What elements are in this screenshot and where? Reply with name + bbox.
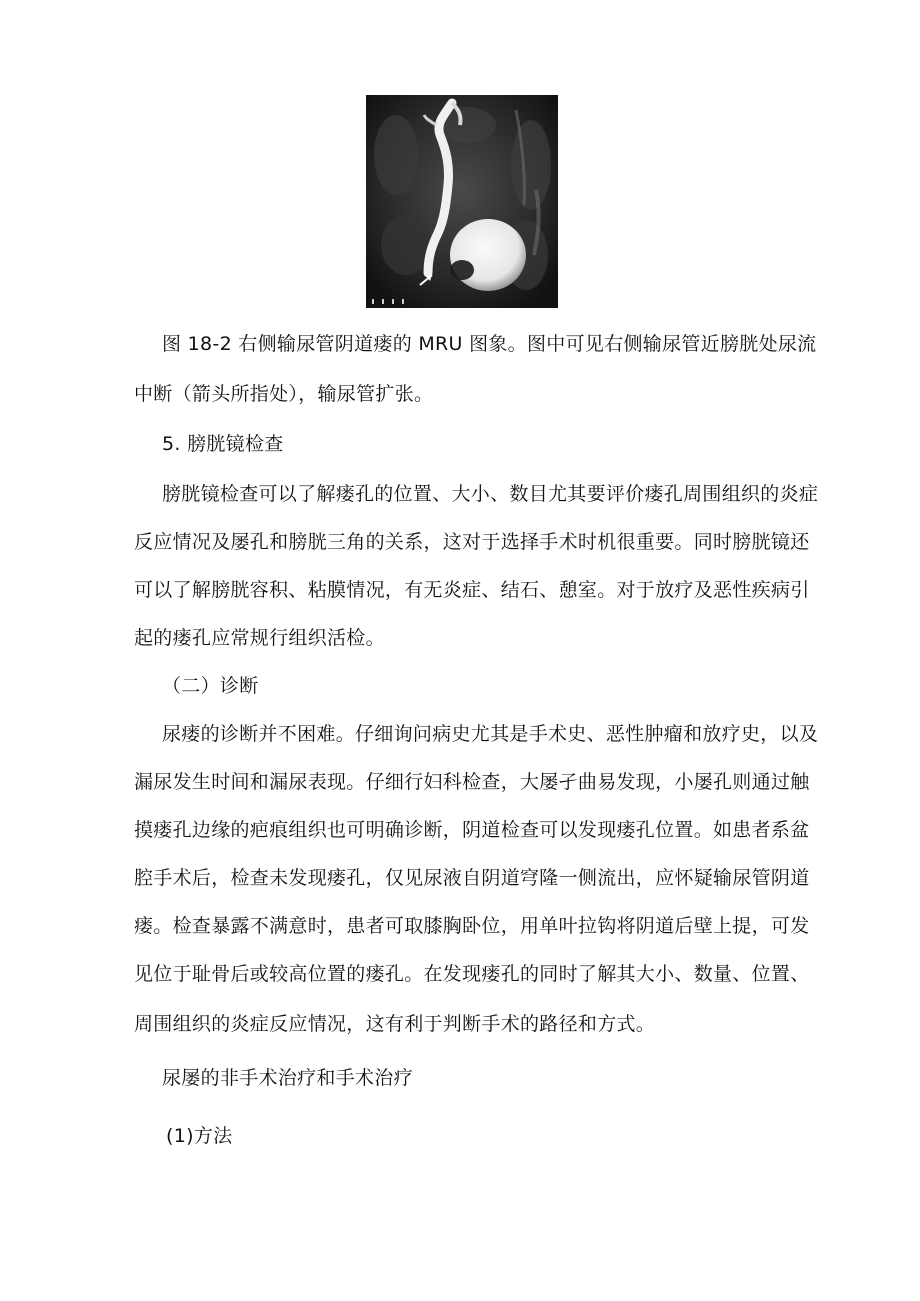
paragraph-line: 可以了解膀胱容积、粘膜情况，有无炎症、结石、憩室。对于放疗及恶性疾病引 [134,579,810,601]
section-heading-treatment: 尿屡的非手术治疗和手术治疗 [162,1067,413,1089]
figure-caption-line-2: 中断（箭头所指处），输尿管扩张。 [134,383,434,405]
figure-caption-line-1: 图 18-2 右侧输尿管阴道瘘的 MRU 图象。图中可见右侧输尿管近膀胱处尿流 [162,333,817,355]
paragraph-line: 尿瘘的诊断并不困难。仔细询问病史尤其是手术史、恶性肿瘤和放疗史，以及 [162,723,819,745]
subsection-heading-method: (1)方法 [166,1125,233,1147]
paragraph-line: 腔手术后，检查未发现瘘孔，仅见尿液自阴道穹隆一侧流出，应怀疑输尿管阴道 [134,867,810,889]
section-heading-cystoscopy: 5. 膀胱镜检查 [162,433,284,455]
mru-image [366,95,558,308]
paragraph-line: 漏尿发生时间和漏尿表现。仔细行妇科检查，大屡孑曲易发现，小屡孔则通过触 [134,771,810,793]
paragraph-line: 膀胱镜检查可以了解瘘孔的位置、大小、数目尤其要评价瘘孔周围组织的炎症 [162,483,819,505]
paragraph-line: 摸瘘孔边缘的疤痕组织也可明确诊断，阴道检查可以发现瘘孔位置。如患者系盆 [134,819,810,841]
mru-scan-graphic [366,95,558,308]
paragraph-line: 见位于耻骨后或较高位置的瘘孔。在发现瘘孔的同时了解其大小、数量、位置、 [134,963,810,985]
section-heading-diagnosis: （二）诊断 [162,675,259,697]
paragraph-line: 瘘。检查暴露不满意时，患者可取膝胸卧位，用单叶拉钩将阴道后壁上提，可发 [134,915,810,937]
paragraph-line: 起的瘘孔应常规行组织活检。 [134,627,385,649]
paragraph-line: 反应情况及屡孔和膀胱三角的关系，这对于选择手术时机很重要。同时膀胱镜还 [134,531,810,553]
paragraph-line: 周围组织的炎症反应情况，这有利于判断手术的路径和方式。 [134,1013,656,1035]
